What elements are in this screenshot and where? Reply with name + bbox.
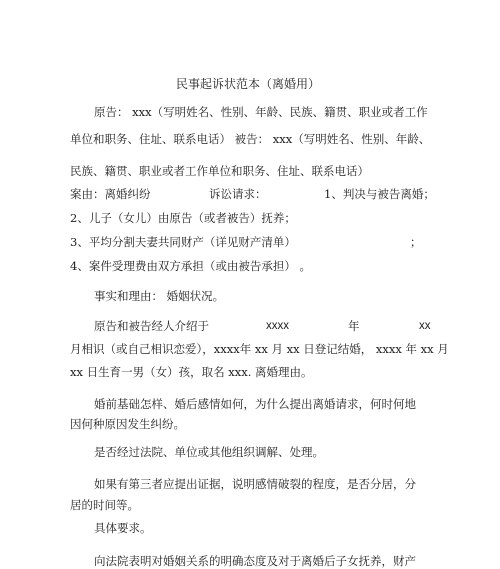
intro-year-placeholder: xxxx bbox=[266, 320, 289, 332]
plaintiff-line: 原告： xxx（写明姓名、性别、年龄、民族、籍贯、职业或者工作 bbox=[94, 105, 428, 119]
claim-item-2: 2、儿子（女儿）由原告（或者被告）抚养； bbox=[70, 211, 296, 225]
claims-heading: 诉讼请求： bbox=[209, 187, 267, 201]
reasons-line: 婚前基础怎样、婚后感情如何，为什么提出离婚请求，何时何地 bbox=[94, 397, 416, 411]
third-party-line-continued: 居的时间等。 bbox=[70, 498, 139, 512]
intro-month-placeholder: xx bbox=[419, 320, 431, 332]
facts-heading: 事实和理由： 婚姻状况。 bbox=[94, 289, 225, 303]
marriage-registration-line: 月相识（或自己相识恋爱），xxxx年 xx 月 xx 日登记结婚， xxxx 年 xx 月 bbox=[70, 342, 449, 356]
specific-requirements-heading: 具体要求。 bbox=[94, 521, 152, 535]
plaintiff-line-continued: 单位和职务、住址、联系电话） 被告： xxx（写明姓名、性别、年龄、 bbox=[70, 132, 431, 146]
document-title: 民事起诉状范本（离婚用） bbox=[176, 77, 321, 91]
attitude-line: 向法院表明对婚姻关系的明确态度及对于离婚后子女抚养，财产 bbox=[94, 554, 416, 568]
claim-item-4: 4、案件受理费由双方承担（或由被告承担） 。 bbox=[70, 259, 311, 273]
reasons-line-continued: 因何种原因发生纠纷。 bbox=[70, 417, 185, 431]
defendant-line-continued: 民族、籍贯、职业或者工作单位和职务、住址、联系电话） bbox=[70, 164, 369, 178]
claim-item-1: 1、判决与被告离婚； bbox=[324, 187, 435, 201]
child-birth-line: xx 日生育一男（女）孩，取名 xxx. 离婚理由。 bbox=[70, 365, 313, 379]
claim-item-3-punctuation: ； bbox=[410, 235, 422, 249]
third-party-line: 如果有第三者应提出证据，说明感情破裂的程度，是否分居，分 bbox=[94, 477, 416, 491]
intro-year-label: 年 bbox=[348, 319, 360, 333]
case-cause: 案由：离婚纠纷 bbox=[70, 187, 151, 201]
claim-item-3: 3、平均分割夫妻共同财产（详见财产清单） bbox=[70, 235, 296, 249]
intro-text: 原告和被告经人介绍于 bbox=[94, 319, 209, 333]
mediation-line: 是否经过法院、单位或其他组织调解、处理。 bbox=[94, 445, 324, 459]
